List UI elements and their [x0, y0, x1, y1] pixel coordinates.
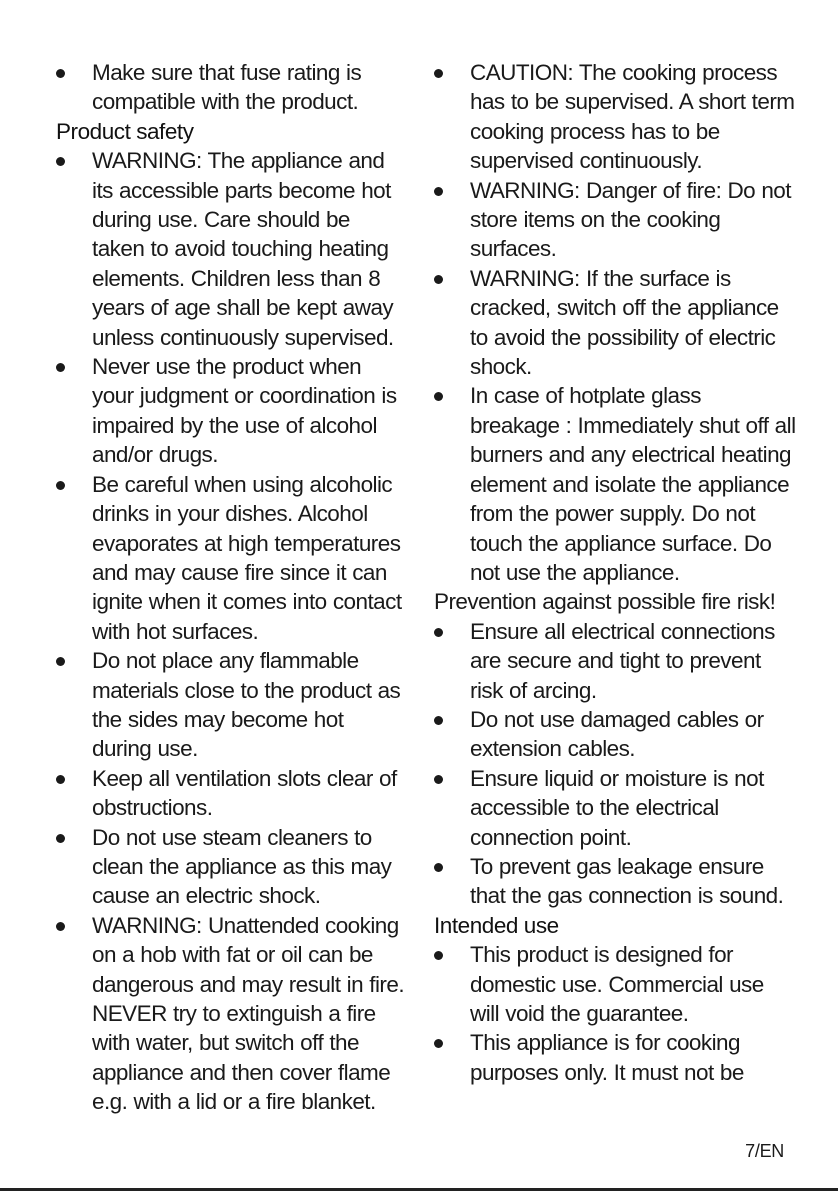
bullet-icon: [434, 951, 443, 960]
list-item-text: This product is designed for domestic use. Commercial use will void the guarantee.: [470, 942, 764, 1026]
bullet-icon: [434, 275, 443, 284]
list-item: [434, 264, 796, 382]
page-number: 7/EN: [745, 1141, 784, 1161]
list-item-text: Keep all ventilation slots clear of obstructions.: [92, 765, 397, 821]
list-item-text: Ensure liquid or moisture is not accessible to the electrical connection point.: [470, 765, 764, 850]
bullet-icon: [56, 69, 65, 78]
list-item-text: In case of hotplate glass breakage : Immediately shut off all burners and any electrical heating element and isolate the appliance from the power supply. Do not touch the appliance surface. Do not use the appliance.: [470, 383, 796, 585]
bullet-icon: [434, 716, 443, 725]
list-item-text: WARNING: Danger of fire: Do not store items on the cooking surfaces.: [470, 177, 791, 262]
list-item-text: Do not use steam cleaners to clean the appliance as this may cause an electric shock.: [92, 824, 392, 909]
list-item-text: Make sure that fuse rating is compatible with the product.: [92, 60, 362, 115]
list-item-text: WARNING: The appliance and its accessible parts become hot during use. Care should be taken to avoid touching heating elements. Children less than 8 years of age shall be kept away unless continuously supervised.: [92, 148, 394, 350]
list-item-text: Never use the product when your judgment or coordination is impaired by the use of alcohol and/or drugs.: [92, 354, 397, 468]
section-heading-fire-risk: Prevention against possible fire risk!: [434, 589, 776, 615]
list-item-text: To prevent gas leakage ensure that the gas connection is sound.: [470, 853, 784, 909]
list-item: [56, 823, 408, 911]
list-item: [434, 381, 796, 587]
bullet-icon: [434, 187, 443, 196]
list-item: [434, 852, 796, 911]
list-item-text: CAUTION: The cooking process has to be supervised. A short term cooking process has to be supervised continuously.: [470, 60, 795, 174]
bullet-icon: [56, 922, 65, 931]
list-item: [434, 617, 796, 705]
list-item: [434, 940, 796, 1028]
list-item: [434, 705, 796, 764]
bullet-icon: [56, 481, 65, 490]
bullet-icon: [434, 775, 443, 784]
list-item: [56, 646, 408, 764]
list-item: [56, 146, 408, 352]
list-item: [56, 764, 408, 823]
list-item: [56, 352, 408, 470]
bullet-icon: [434, 69, 443, 78]
list-item-text: WARNING: Unattended cooking on a hob with fat or oil can be dangerous and may result in fire. NEVER try to extinguish a fire with water, but switch off the appliance and then cover flame e.g. with a lid or a fire blanket.: [92, 912, 405, 1115]
list-item-text: Ensure all electrical connections are secure and tight to prevent risk of arcing.: [470, 618, 775, 703]
list-item-text: Do not use damaged cables or extension cables.: [470, 706, 764, 762]
bullet-icon: [434, 1039, 443, 1048]
bullet-icon: [434, 628, 443, 637]
list-item: [434, 58, 796, 176]
bullet-icon: [434, 392, 443, 401]
bullet-icon: [56, 157, 65, 166]
list-item-text: Do not place any flammable materials close to the product as the sides may become hot during use.: [92, 648, 401, 762]
list-item-text: Be careful when using alcoholic drinks in your dishes. Alcohol evaporates at high temperatures and may cause fire since it can ignite when it comes into contact with hot surfaces.: [92, 471, 402, 644]
list-item-text: WARNING: If the surface is cracked, switch off the appliance to avoid the possibility of electric shock.: [470, 265, 779, 380]
bullet-icon: [56, 834, 65, 843]
section-heading-product-safety: Product safety: [56, 118, 194, 144]
bullet-icon: [434, 863, 443, 872]
list-item: [434, 764, 796, 852]
section-heading-intended-use: Intended use: [434, 912, 559, 938]
left-column: [56, 58, 408, 1117]
list-item: [434, 1028, 796, 1087]
bullet-icon: [56, 363, 65, 372]
list-item-text: This appliance is for cooking purposes only. It must not be: [470, 1030, 744, 1085]
bullet-icon: [56, 775, 65, 784]
list-item: [434, 176, 796, 264]
right-column: [434, 58, 796, 1087]
bullet-icon: [56, 657, 65, 666]
list-item: [56, 911, 408, 1117]
list-item: [56, 470, 408, 646]
list-item: [56, 58, 408, 117]
